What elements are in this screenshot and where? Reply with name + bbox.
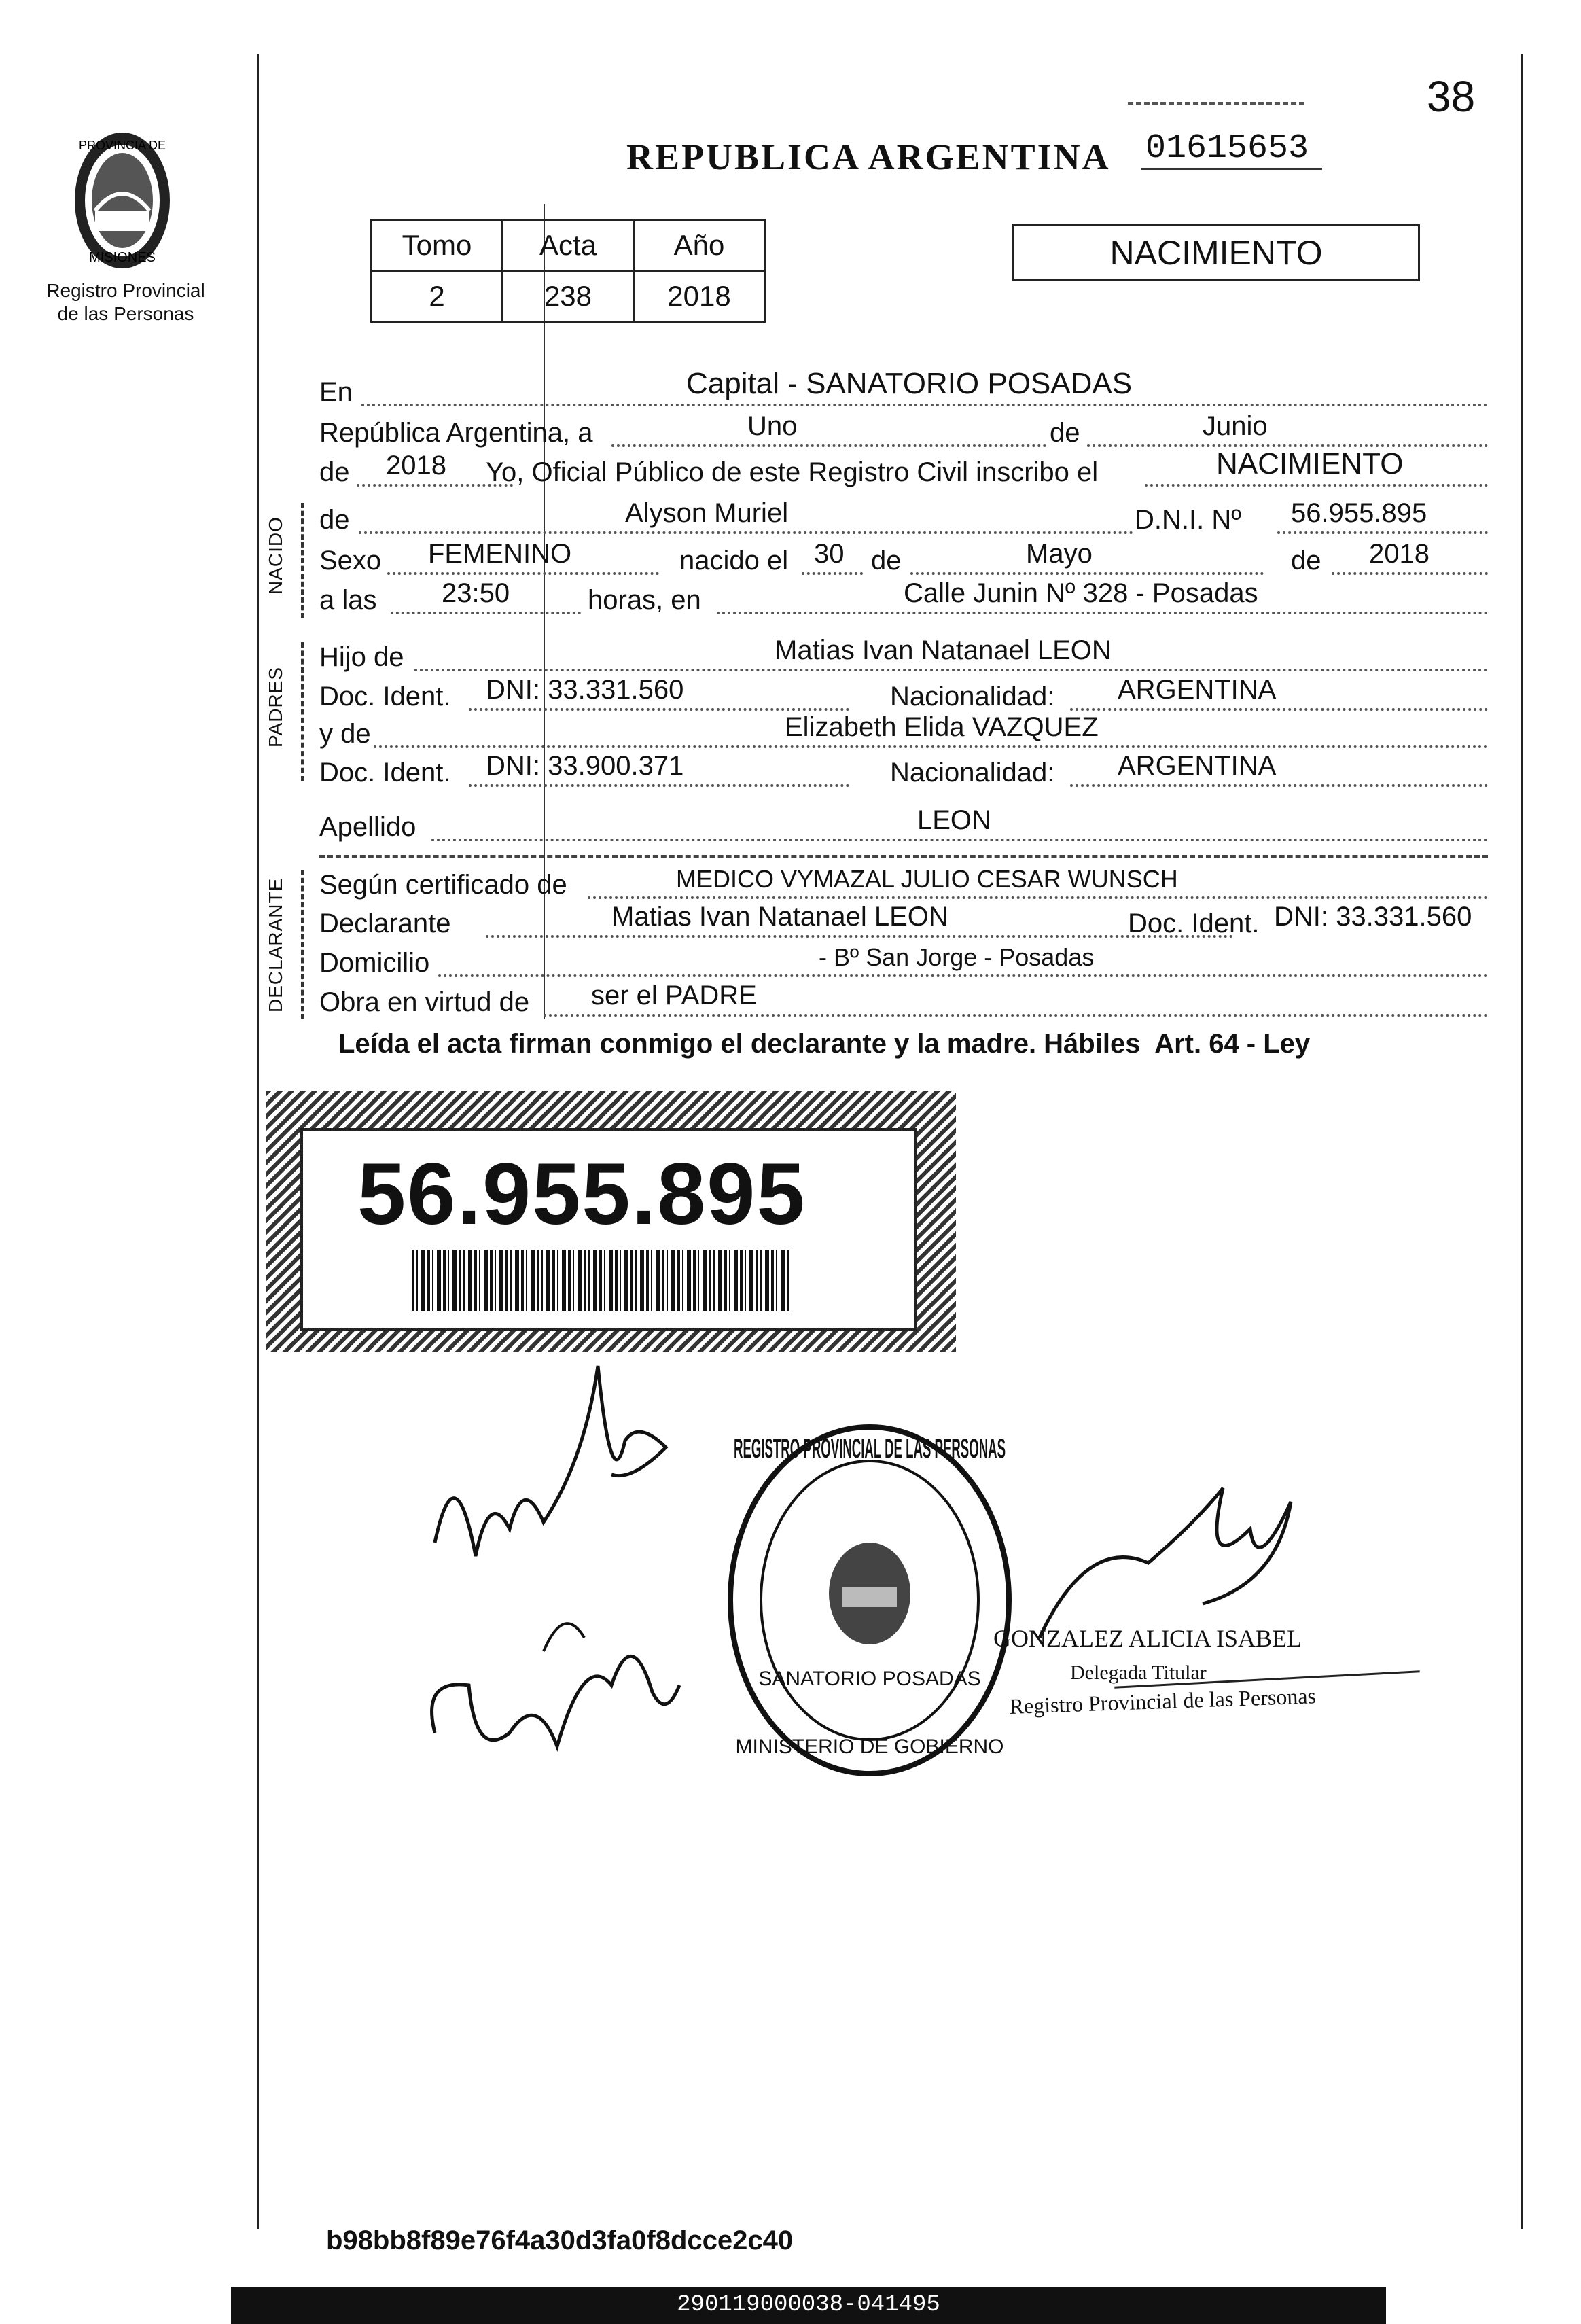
dni-sticker: [266, 1091, 956, 1352]
record-table: [370, 219, 766, 323]
de-label-2: de: [319, 457, 350, 487]
row-madre-doc: [319, 751, 1488, 792]
en-label: En: [319, 377, 353, 407]
logo-caption-1: Registro Provincial: [46, 280, 205, 301]
sexo-value: FEMENINO: [428, 539, 572, 569]
row-apellido: [319, 805, 1488, 847]
section-nacido: NACIDO: [265, 516, 286, 595]
domicilio-label: Domicilio: [319, 948, 430, 978]
document-hash: b98bb8f89e76f4a30d3fa0f8dcce2c40: [326, 2225, 794, 2255]
row-padre: [319, 635, 1488, 677]
madre-doc-label: Doc. Ident.: [319, 758, 451, 788]
obra-value: ser el PADRE: [591, 981, 757, 1010]
domicilio-value: - Bº San Jorge - Posadas: [819, 943, 1095, 971]
dni-sticker-number: 56.955.895: [357, 1146, 806, 1243]
table-header-anio: Año: [634, 220, 765, 271]
row-declarante: [319, 902, 1488, 943]
obra-label: Obra en virtud de: [319, 987, 530, 1017]
record-type-box: [1012, 224, 1420, 281]
padre-nac-label: Nacionalidad:: [890, 682, 1055, 711]
madre-nac-label: Nacionalidad:: [890, 758, 1055, 788]
republica-label: República Argentina, a: [319, 418, 593, 448]
seal-bottom-text: MINISTERIO DE GOBIERNO: [735, 1736, 1004, 1758]
nacido-hora: 23:50: [442, 578, 510, 608]
nacido-anio: 2018: [1369, 539, 1429, 569]
horas-en-label: horas, en: [588, 585, 701, 615]
padre-nombre: Matias Ivan Natanael LEON: [775, 635, 1112, 665]
de-label-3: de: [871, 546, 902, 576]
certificado-value: MEDICO VYMAZAL JULIO CESAR WUNSCH: [676, 865, 1178, 893]
row-padre-doc: [319, 675, 1488, 716]
de-label-1: de: [1050, 418, 1080, 448]
table-value-acta: 238: [503, 271, 634, 322]
row-obra: [319, 981, 1488, 1022]
row-en: [319, 367, 1488, 412]
row-madre: [319, 712, 1488, 754]
dia-value: Uno: [747, 411, 798, 441]
nacido-de-label: de: [319, 505, 350, 535]
margin-line-left: [257, 54, 259, 2229]
signatory-name: GONZALEZ ALICIA ISABEL: [993, 1625, 1302, 1652]
inscribo-value: NACIMIENTO: [1216, 447, 1404, 480]
serial-number: 01615653: [1141, 129, 1322, 170]
logo-text-top: PROVINCIA DE: [78, 139, 166, 152]
footer-code: 290119000038-041495: [677, 2292, 940, 2318]
page-number: 38: [1427, 72, 1476, 121]
official-seal: [720, 1417, 1019, 1791]
section-padres: PADRES: [265, 666, 286, 747]
barcode: [412, 1250, 792, 1311]
record-type: NACIMIENTO: [1109, 234, 1323, 272]
seal-inner-text: SANATORIO POSADAS: [758, 1668, 981, 1690]
declarante-value: Matias Ivan Natanael LEON: [611, 902, 948, 932]
footer-bar: [231, 2287, 1386, 2324]
table-header-acta: Acta: [503, 220, 634, 271]
certificado-label: Según certificado de: [319, 870, 567, 900]
padre-nac: ARGENTINA: [1118, 675, 1277, 705]
nacido-mes: Mayo: [1026, 539, 1093, 569]
mes-value: Junio: [1203, 411, 1268, 441]
seal-outer-text: REGISTRO PROVINCIAL DE LAS PERSONAS: [734, 1434, 1006, 1464]
nacido-dni: 56.955.895: [1291, 498, 1427, 528]
padre-doc-label: Doc. Ident.: [319, 682, 451, 711]
en-value: Capital - SANATORIO POSADAS: [686, 367, 1133, 400]
apellido-label: Apellido: [319, 812, 416, 842]
row-nacido-hora: [319, 578, 1488, 620]
y-de-label: y de: [319, 719, 371, 749]
row-domicilio: [319, 945, 1488, 983]
signatory-org: Registro Provincial de las Personas: [1009, 1683, 1317, 1719]
margin-line-right: [1521, 54, 1523, 2229]
madre-doc: DNI: 33.900.371: [486, 751, 684, 781]
serial-dots: [1128, 102, 1304, 105]
nacido-el-label: nacido el: [679, 546, 789, 576]
row-nacido-sexo: [319, 539, 1488, 580]
hijo-de-label: Hijo de: [319, 642, 404, 672]
a-las-label: a las: [319, 585, 377, 615]
logo-caption-2: de las Personas: [57, 303, 194, 324]
table-value-tomo: 2: [372, 271, 503, 322]
de-label-4: de: [1291, 546, 1321, 576]
section-declarante: DECLARANTE: [265, 877, 286, 1013]
country-title: REPUBLICA ARGENTINA: [626, 137, 1111, 177]
province-logo: [54, 122, 190, 279]
nacido-nombre: Alyson Muriel: [625, 498, 789, 528]
row-inscribo: [319, 447, 1488, 492]
madre-nac: ARGENTINA: [1118, 751, 1277, 781]
nacido-dia: 30: [814, 539, 845, 569]
row-certificado: [319, 866, 1488, 904]
row-nacido-nombre: [319, 498, 1488, 540]
declarante-doc-label: Doc. Ident.: [1128, 909, 1260, 938]
sexo-label: Sexo: [319, 546, 382, 576]
logo-text-bottom: MISIONES: [89, 250, 156, 265]
table-header-tomo: Tomo: [372, 220, 503, 271]
padre-doc: DNI: 33.331.560: [486, 675, 684, 705]
closing-text: Leída el acta firman conmigo el declarante y la madre. Hábiles Art. 64 - Ley: [338, 1029, 1311, 1059]
signature-left: [408, 1366, 761, 1787]
declarante-doc: DNI: 33.331.560: [1274, 902, 1472, 932]
yo-text: Yo, Oficial Público de este Registro Civil inscribo el: [486, 457, 1099, 487]
signatory-role: Delegada Titular: [1070, 1661, 1207, 1684]
declarante-label: Declarante: [319, 909, 451, 938]
anio-value: 2018: [386, 451, 446, 480]
madre-nombre: Elizabeth Elida VAZQUEZ: [785, 712, 1099, 742]
nacido-lugar: Calle Junin Nº 328 - Posadas: [904, 578, 1258, 608]
dni-label: D.N.I. Nº: [1135, 505, 1241, 535]
table-value-anio: 2018: [634, 271, 765, 322]
apellido-value: LEON: [917, 805, 991, 835]
